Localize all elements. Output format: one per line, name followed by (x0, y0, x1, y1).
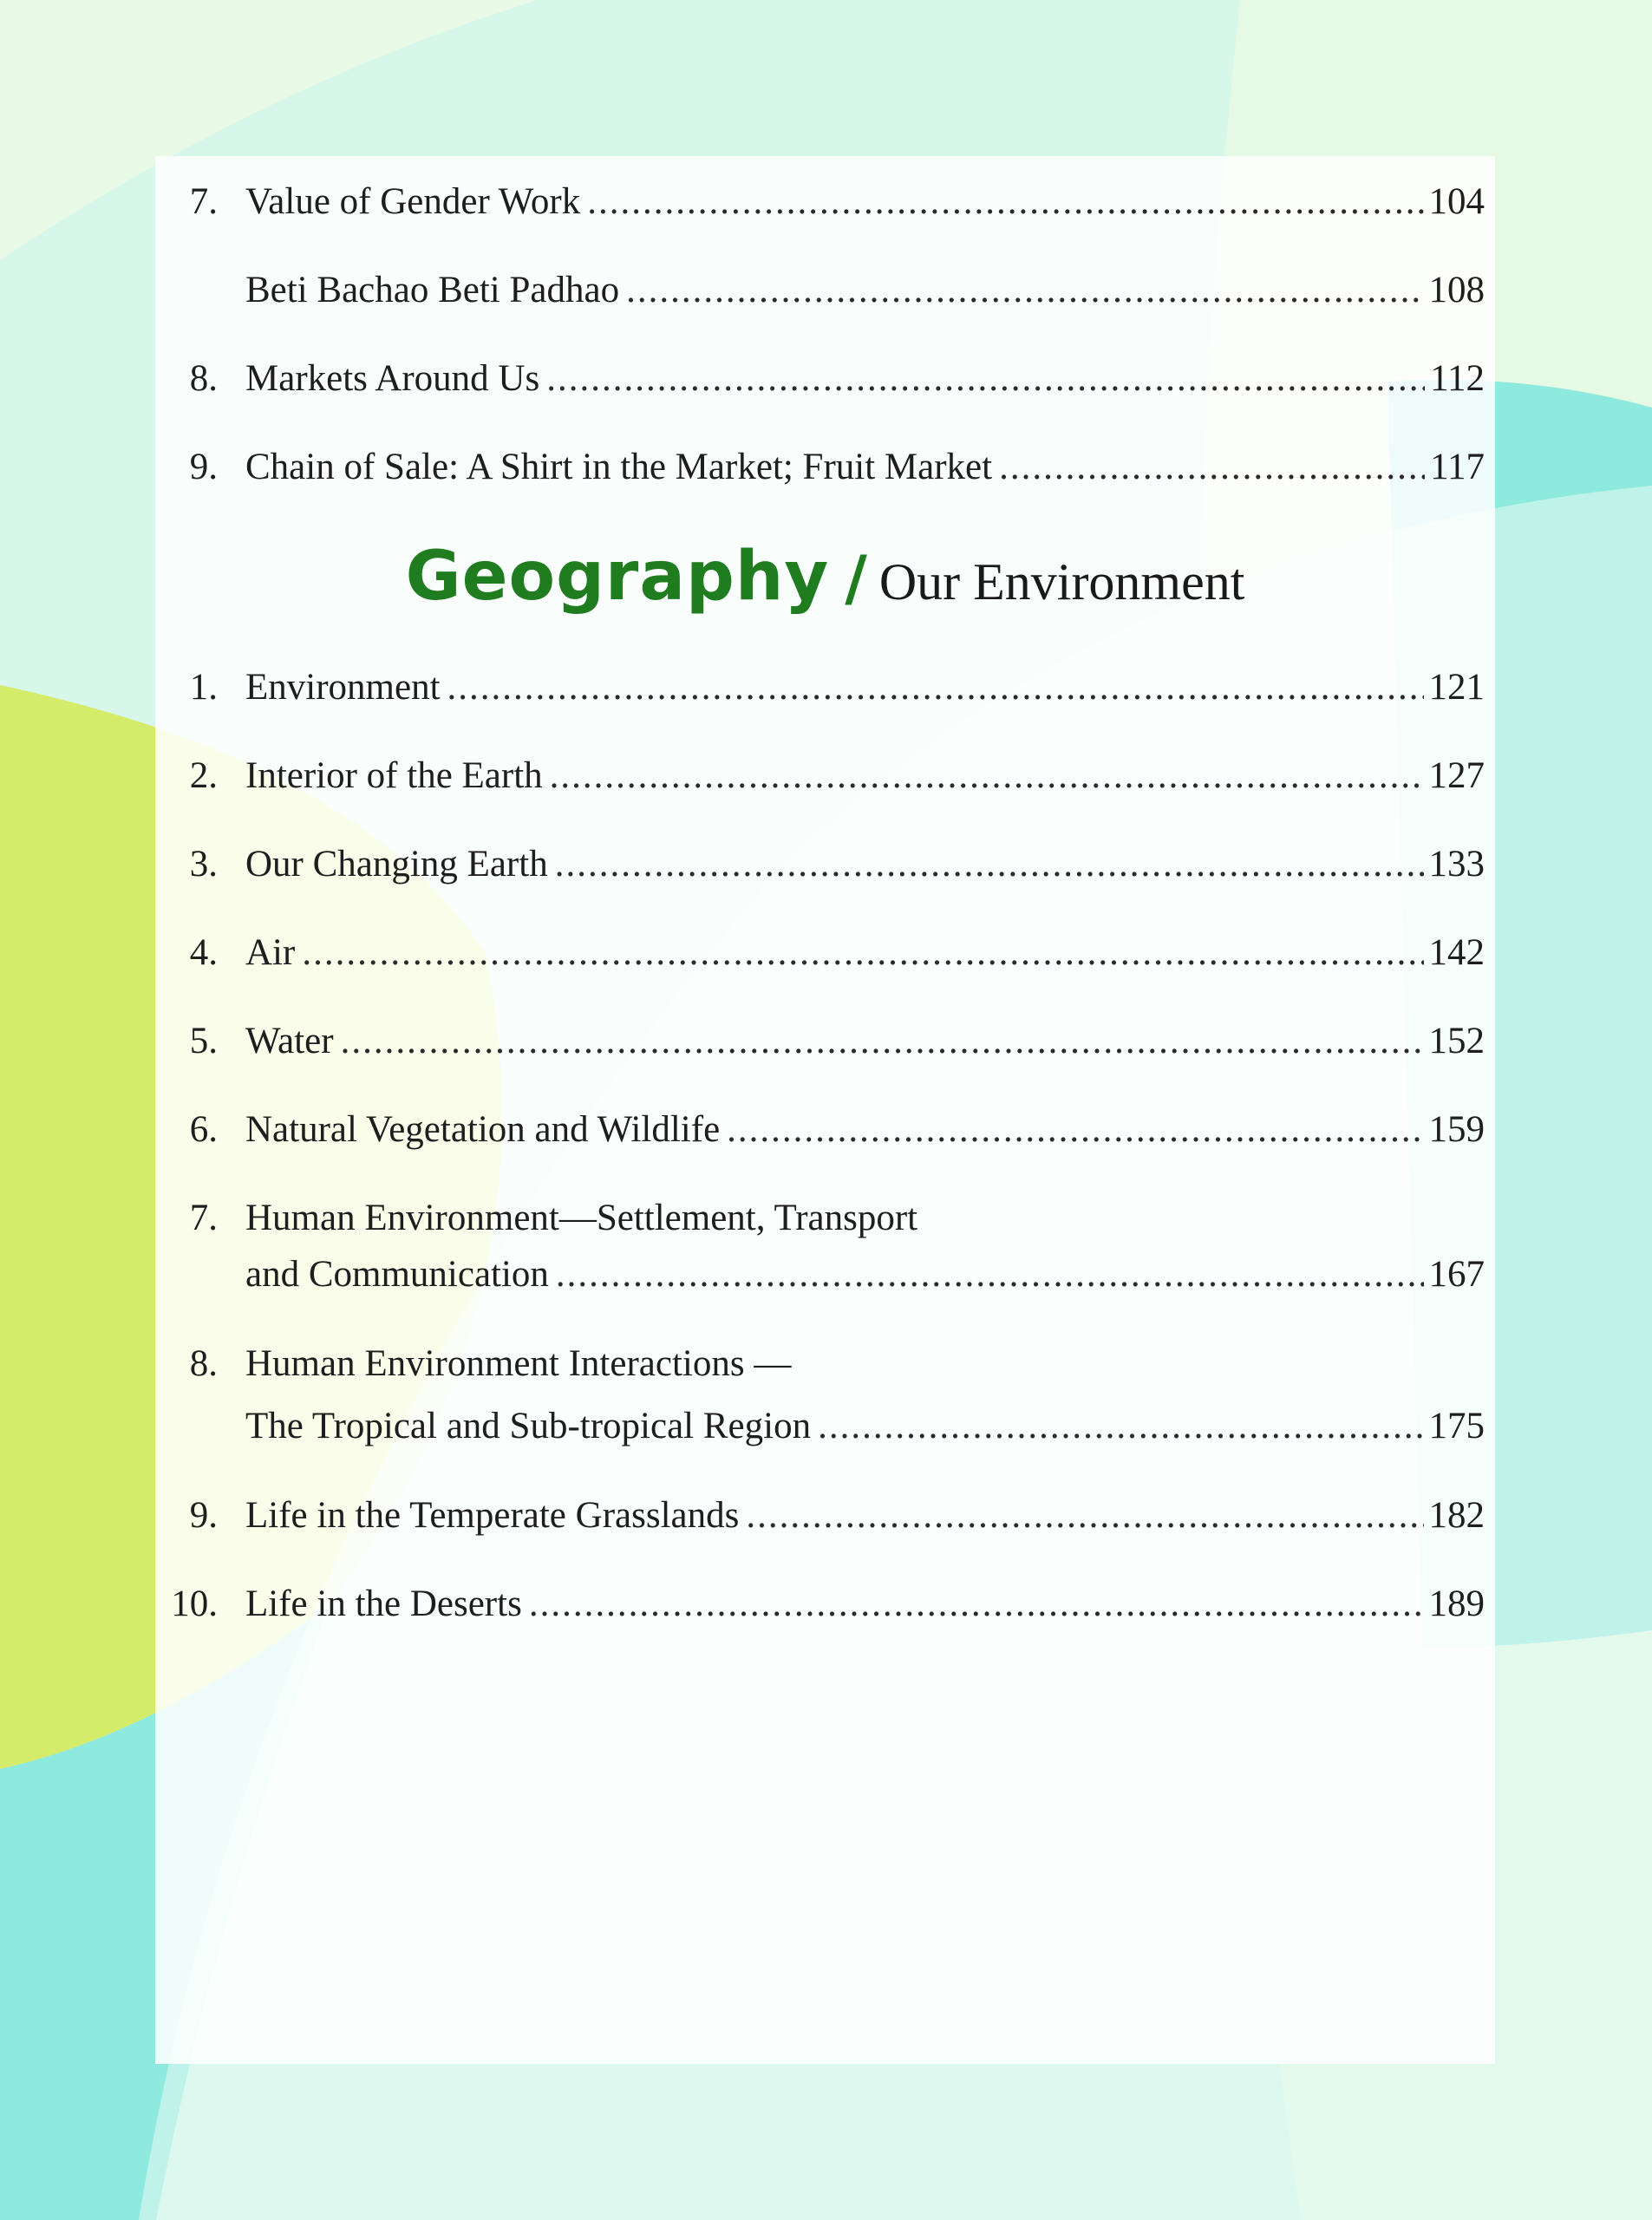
toc-entry-number: 10. (171, 1583, 218, 1624)
dot-leader (302, 931, 1423, 975)
toc-entry-page: 133 (1428, 844, 1485, 885)
toc-entry-title: Markets Around Us (245, 358, 540, 399)
dot-leader (529, 1583, 1424, 1626)
toc-entry-number: 7. (189, 181, 218, 222)
toc-entry-title: Air (245, 932, 296, 973)
dot-leader (546, 357, 1425, 401)
dot-leader (746, 1494, 1423, 1538)
toc-entry-title: Human Environment Interactions — (245, 1343, 792, 1384)
toc-entry-number: 7. (189, 1198, 218, 1238)
toc-entry-page: 112 (1430, 358, 1485, 399)
dot-leader (341, 1020, 1424, 1063)
toc-entry-page: 108 (1428, 270, 1485, 310)
section-title-separator: / (845, 543, 867, 614)
toc-entry-title: Our Changing Earth (245, 844, 548, 885)
toc-entry-title: Beti Bachao Beti Padhao (245, 270, 620, 310)
toc-entry-title-continued: and Communication (245, 1254, 549, 1295)
toc-entry-page: 104 (1428, 181, 1485, 222)
toc-entry-title: Life in the Deserts (245, 1583, 522, 1624)
toc-entry-page: 182 (1428, 1495, 1485, 1536)
toc-entry-number: 1. (189, 667, 218, 708)
dot-leader (626, 269, 1423, 312)
toc-entry-page: 167 (1428, 1254, 1485, 1295)
toc-entry-title-continued: The Tropical and Sub-tropical Region (245, 1406, 812, 1446)
dot-leader (999, 446, 1425, 489)
toc-entry-page: 189 (1428, 1583, 1485, 1624)
toc-entry-number: 3. (189, 844, 218, 885)
toc-entry-page: 152 (1428, 1021, 1485, 1061)
toc-entry-title: Chain of Sale: A Shirt in the Market; Fruit Market (245, 447, 993, 487)
toc-entry-page: 175 (1428, 1406, 1485, 1446)
dot-leader (587, 180, 1423, 224)
toc-entry-number: 8. (189, 358, 218, 399)
table-of-contents-panel (155, 156, 1495, 2064)
section-title: Geography (405, 538, 830, 616)
toc-entry-number: 9. (189, 1495, 218, 1536)
toc-entry-number: 2. (189, 755, 218, 796)
dot-leader (818, 1405, 1423, 1448)
toc-entry-page: 117 (1430, 447, 1485, 487)
toc-entry-title: Human Environment—Settlement, Transport (245, 1198, 918, 1238)
dot-leader (550, 754, 1424, 798)
toc-entry-title: Value of Gender Work (245, 181, 581, 222)
dot-leader (447, 666, 1424, 709)
toc-entry-page: 159 (1428, 1109, 1485, 1150)
section-heading-geography (155, 538, 1495, 616)
toc-entry-number: 6. (189, 1109, 218, 1150)
section-subtitle: Our Environment (878, 553, 1245, 610)
toc-entry-page: 142 (1428, 932, 1485, 973)
toc-entry-number: 4. (189, 932, 218, 973)
dot-leader (555, 843, 1424, 886)
toc-entry-page: 121 (1428, 667, 1485, 708)
toc-entry-title: Interior of the Earth (245, 755, 543, 796)
toc-entry-title: Life in the Temperate Grasslands (245, 1495, 740, 1536)
toc-entry-number: 8. (189, 1343, 218, 1384)
toc-entry-page: 127 (1428, 755, 1485, 796)
dot-leader (727, 1108, 1423, 1152)
toc-entry-title: Natural Vegetation and Wildlife (245, 1109, 721, 1150)
toc-entry-number: 9. (189, 447, 218, 487)
toc-entry-title: Environment (245, 667, 441, 708)
toc-entry-title: Water (245, 1021, 334, 1061)
dot-leader (556, 1253, 1424, 1296)
toc-entry-number: 5. (189, 1021, 218, 1061)
